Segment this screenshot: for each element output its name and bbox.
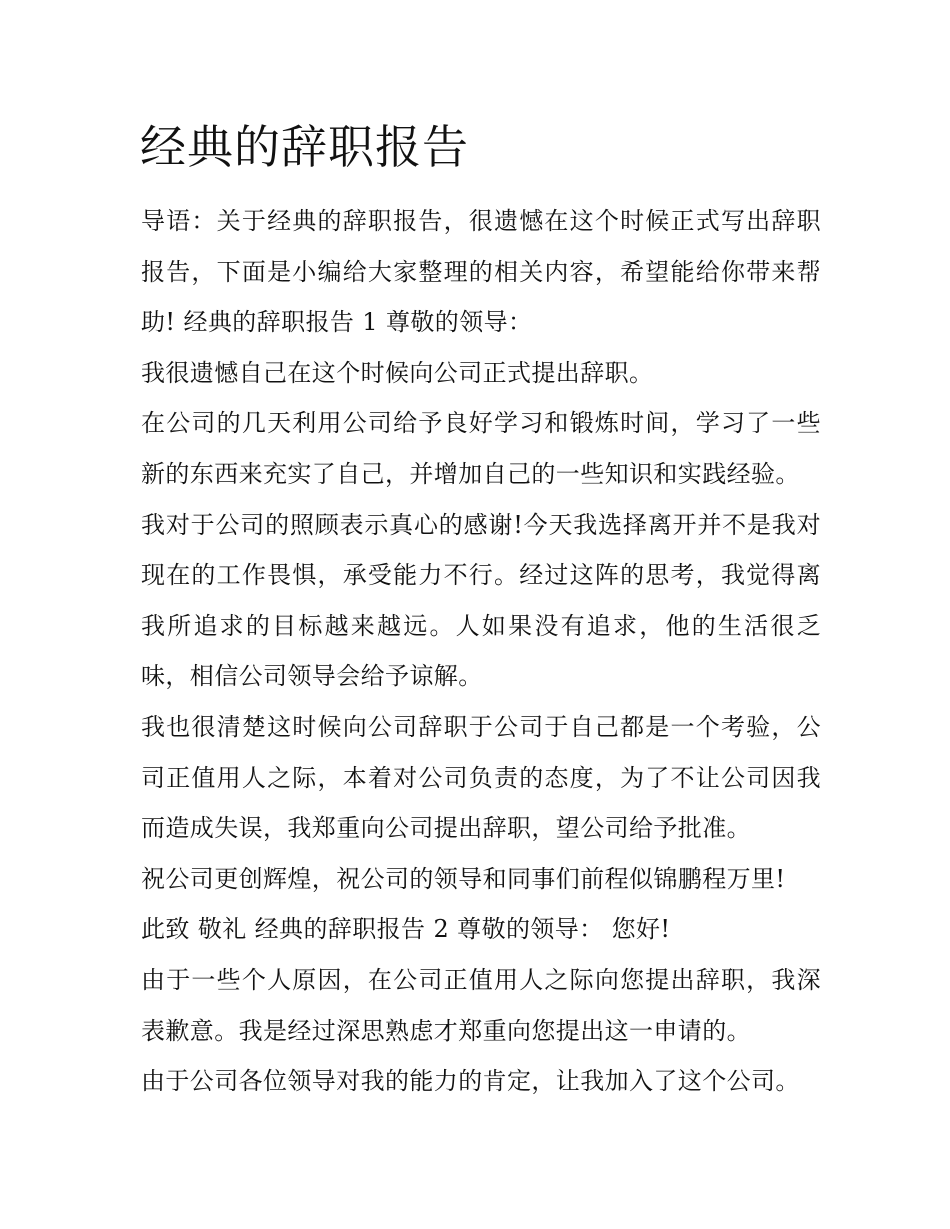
paragraph: 由于一些个人原因，在公司正值用人之际向您提出辞职，我深表歉意。我是经过深思熟虑才郑重向您提出这一申请的。	[141, 965, 821, 1045]
paragraph: 祝公司更创辉煌，祝公司的领导和同事们前程似锦鹏程万里!	[141, 864, 786, 893]
paragraph-intro: 导语：关于经典的辞职报告，很遗憾在这个时候正式写出辞职报告，下面是小编给大家整理的相关内容，希望能给你带来帮助! 经典的辞职报告 1 尊敬的领导：	[141, 207, 821, 337]
paragraph-closing: 此致 敬礼 经典的辞职报告 2 尊敬的领导： 您好!	[141, 915, 671, 944]
paragraph: 由于公司各位领导对我的能力的肯定，让我加入了这个公司。	[141, 1067, 800, 1096]
paragraph: 我也很清楚这时候向公司辞职于公司于自己都是一个考验，公司正值用人之际，本着对公司负责的态度，为了不让公司因我而造成失误，我郑重向公司提出辞职，望公司给予批准。	[141, 712, 821, 843]
paragraph: 我很遗憾自己在这个时候向公司正式提出辞职。	[141, 358, 654, 387]
document-body	[141, 196, 821, 1107]
paragraph: 我对于公司的照顾表示真心的感谢!今天我选择离开并不是我对现在的工作畏惧，承受能力不行。经过这阵的思考，我觉得离我所追求的目标越来越远。人如果没有追求，他的生活很乏味，相信公司领导会给予谅解。	[141, 510, 821, 691]
document-title: 经典的辞职报告	[140, 120, 469, 174]
paragraph: 在公司的几天利用公司给予良好学习和锻炼时间，学习了一些新的东西来充实了自己，并增加自己的一些知识和实践经验。	[141, 409, 821, 488]
